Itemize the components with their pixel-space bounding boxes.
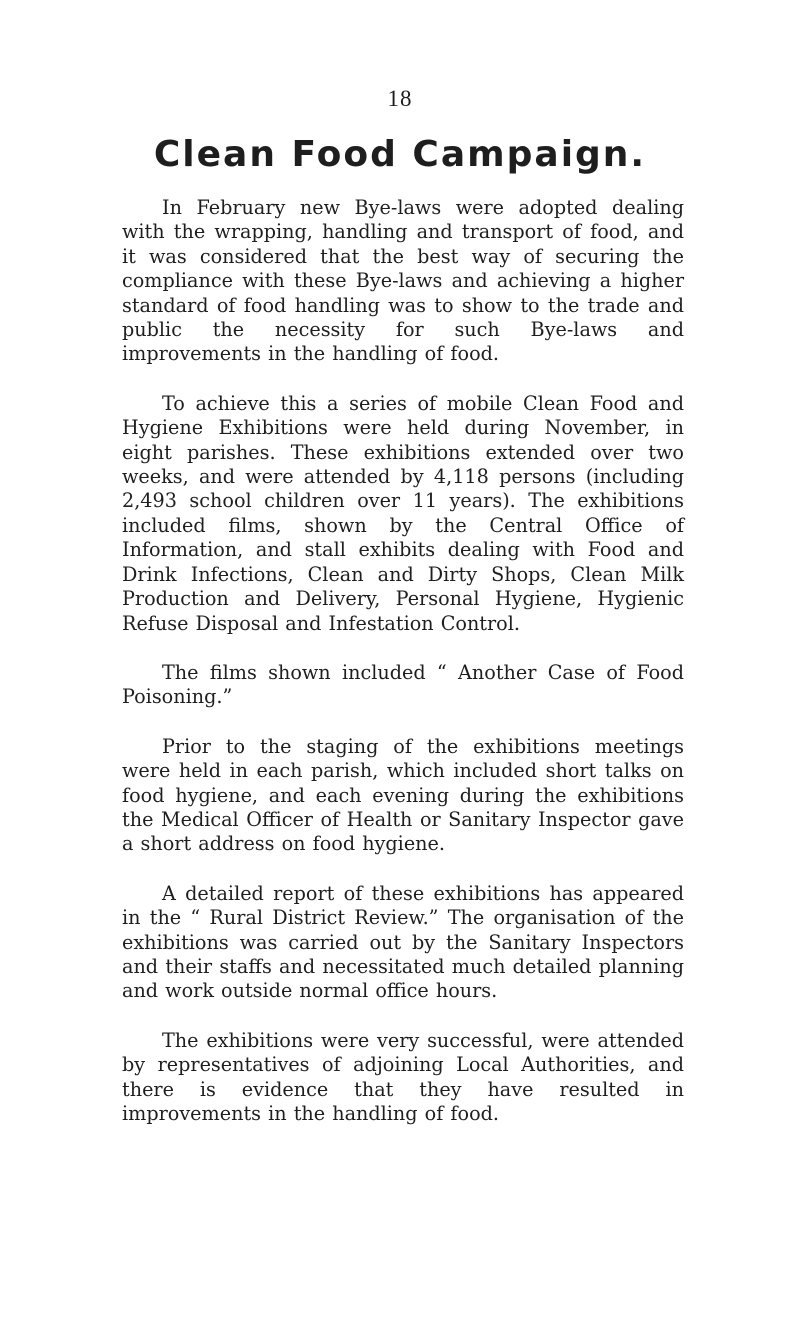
paragraph-results: The exhibitions were very successful, were attended by representatives of adjoining Local Authorities, and there is evidence that they have resulted in improvements in the handling of food.	[122, 1028, 684, 1125]
body-text	[122, 196, 684, 1151]
page-title: Clean Food Campaign.	[153, 134, 647, 175]
paragraph-films: The films shown included “ Another Case of Food Poisoning.”	[122, 660, 684, 709]
paragraph-report: A detailed report of these exhibitions has appeared in the “ Rural District Review.” The organisation of the exhibitions was carried out by the Sanitary Inspectors and their staffs and necessitated much detailed planning and work outside normal office hours.	[122, 881, 684, 1003]
paragraph-meetings: Prior to the staging of the exhibitions meetings were held in each parish, which included short talks on food hygiene, and each evening during the exhibitions the Medical Officer of Health or Sanitary Inspector gave a short address on food hygiene.	[122, 734, 684, 856]
paragraph-bye-laws: In February new Bye-laws were adopted dealing with the wrapping, handling and transport of food, and it was considered that the best way of securing the compliance with these Bye-laws and achieving a higher standard of food handling was to show to the trade and public the necessity for such Bye-laws and improvements in the handling of food.	[122, 196, 684, 366]
paragraph-exhibitions: To achieve this a series of mobile Clean Food and Hygiene Exhibitions were held during November, in eight parishes. These exhibitions extended over two weeks, and were attended by 4,118 persons (including 2,493 school children over 11 years). The exhibitions included films, shown by the Central Office of Information, and stall exhibits dealing with Food and Drink Infections, Clean and Dirty Shops, Clean Milk Production and Delivery, Personal Hygiene, Hygienic Refuse Disposal and Infestation Control.	[122, 391, 684, 635]
page-number: 18	[387, 86, 413, 111]
